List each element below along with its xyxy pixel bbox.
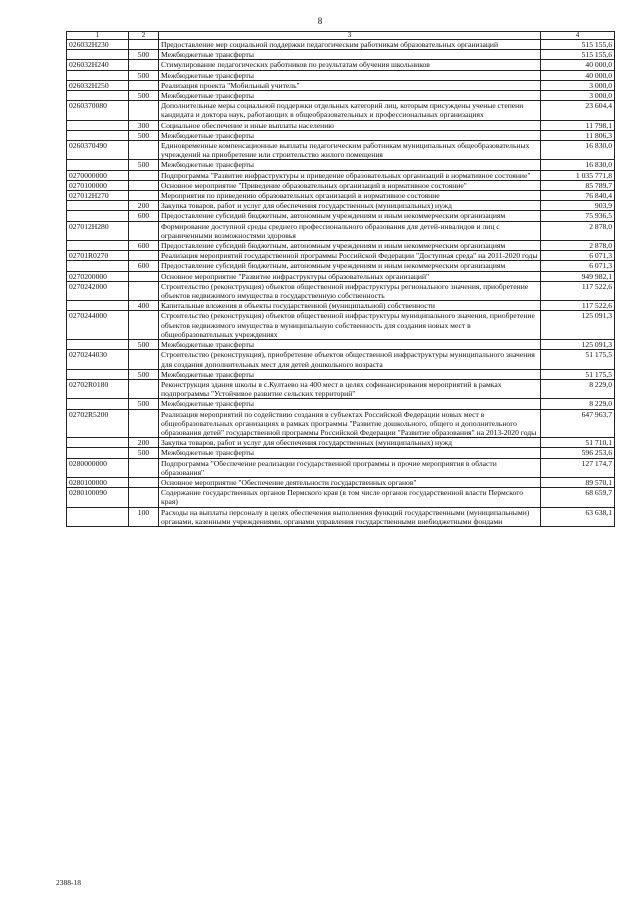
- row-name: Межбюджетные трансферты: [159, 160, 541, 170]
- row-amount: 3 000,0: [541, 91, 615, 101]
- row-name: Стимулирование педагогических работников по результатам обучения школьников: [159, 60, 541, 70]
- row-amount: 6 071,3: [541, 261, 615, 271]
- row-name: Межбюджетные трансферты: [159, 399, 541, 409]
- row-amount: 6 071,3: [541, 251, 615, 261]
- table-row: [67, 488, 615, 507]
- row-code: [67, 369, 129, 379]
- row-name: Реализация проекта "Мобильный учитель": [159, 80, 541, 90]
- table-row: [67, 241, 615, 251]
- row-expense-type: [129, 141, 159, 160]
- row-expense-type: 500: [129, 50, 159, 60]
- row-amount: 127 174,7: [541, 458, 615, 477]
- row-amount: 3 000,0: [541, 80, 615, 90]
- row-amount: 85 789,7: [541, 180, 615, 190]
- row-amount: 515 155,6: [541, 50, 615, 60]
- row-name: Основное мероприятие "Приведение образовательных организаций в нормативное состояние": [159, 180, 541, 190]
- table-row: [67, 60, 615, 70]
- row-name: Строительство (реконструкция) объектов общественной инфраструктуры муниципального значения, приобретение объектов недвижимого имущества в муниципальную собственность для создания новых мест в общеобразовательных учреждениях: [159, 311, 541, 340]
- table-row: [67, 160, 615, 170]
- row-code: 027012Н270: [67, 191, 129, 201]
- row-amount: 16 830,0: [541, 141, 615, 160]
- row-amount: 647 963,7: [541, 409, 615, 438]
- row-code: [67, 50, 129, 60]
- row-expense-type: [129, 488, 159, 507]
- row-amount: 125 091,3: [541, 311, 615, 340]
- page-number: 8: [317, 16, 323, 26]
- row-expense-type: 600: [129, 211, 159, 221]
- table-row: [67, 350, 615, 369]
- table-row: [67, 409, 615, 438]
- row-expense-type: [129, 170, 159, 180]
- row-name: Содержание государственных органов Пермского края (в том числе органов государственной власти Пермского края): [159, 488, 541, 507]
- row-code: 0280000000: [67, 458, 129, 477]
- row-name: Основное мероприятие "Обеспечение деятельности государственных органов": [159, 477, 541, 487]
- row-name: Межбюджетные трансферты: [159, 91, 541, 101]
- row-code: 0270000000: [67, 170, 129, 180]
- row-code: [67, 507, 129, 526]
- row-amount: 68 659,7: [541, 488, 615, 507]
- row-name: Подпрограмма "Развитие инфраструктуры и приведение образовательных организаций в нормативное состояние": [159, 170, 541, 180]
- row-expense-type: [129, 80, 159, 90]
- table-row: [67, 191, 615, 201]
- table-row: [67, 170, 615, 180]
- row-amount: 125 091,3: [541, 340, 615, 350]
- row-amount: 51 175,5: [541, 369, 615, 379]
- row-code: [67, 91, 129, 101]
- row-code: 0260370490: [67, 141, 129, 160]
- table-header-row: [67, 32, 615, 40]
- table-row: [67, 141, 615, 160]
- row-amount: 23 604,4: [541, 101, 615, 120]
- row-code: 026032Н240: [67, 60, 129, 70]
- row-expense-type: [129, 271, 159, 281]
- row-code: 0270100000: [67, 180, 129, 190]
- table-row: [67, 40, 615, 50]
- header-col-3: 3: [159, 32, 541, 40]
- row-code: 0270244000: [67, 311, 129, 340]
- row-expense-type: [129, 251, 159, 261]
- table-row: [67, 70, 615, 80]
- row-name: Капитальные вложения в объекты государственной (муниципальной) собственности: [159, 301, 541, 311]
- row-code: [67, 261, 129, 271]
- row-code: [67, 130, 129, 140]
- row-expense-type: 500: [129, 160, 159, 170]
- table-row: [67, 180, 615, 190]
- row-expense-type: [129, 60, 159, 70]
- row-amount: 51 175,5: [541, 350, 615, 369]
- table-row: [67, 399, 615, 409]
- table-row: [67, 458, 615, 477]
- row-code: 02702R0180: [67, 379, 129, 398]
- table-row: [67, 221, 615, 240]
- row-expense-type: [129, 281, 159, 300]
- row-code: 0270200000: [67, 271, 129, 281]
- table-row: [67, 261, 615, 271]
- row-name: Межбюджетные трансферты: [159, 340, 541, 350]
- row-name: Предоставление мер социальной поддержки педагогическим работникам образовательных организаций: [159, 40, 541, 50]
- row-code: 0270242000: [67, 281, 129, 300]
- table-row: [67, 101, 615, 120]
- row-amount: 8 229,0: [541, 399, 615, 409]
- row-code: [67, 160, 129, 170]
- row-expense-type: 200: [129, 438, 159, 448]
- header-col-2: 2: [129, 32, 159, 40]
- row-expense-type: [129, 221, 159, 240]
- row-amount: 89 570,1: [541, 477, 615, 487]
- row-expense-type: [129, 409, 159, 438]
- row-name: Строительство (реконструкция), приобретение объектов общественной инфраструктуры муниципального значения для создания дополнительных мест для детей дошкольного возраста: [159, 350, 541, 369]
- row-expense-type: [129, 477, 159, 487]
- row-name: Реализация мероприятий по содействию создания в субъектах Российской Федерации новых мест в общеобразовательных организациях в рамках программы "Развитие дошкольного, общего и дополнительного образования детей" государственной программы Российской Федерации "Развитие образования" на 2013-2020 годы: [159, 409, 541, 438]
- row-expense-type: 600: [129, 241, 159, 251]
- row-name: Формирование доступной среды среднего профессионального образования для детей-инвалидов и лиц с ограниченными возможностями здоровья: [159, 221, 541, 240]
- table-row: [67, 301, 615, 311]
- row-expense-type: [129, 40, 159, 50]
- row-expense-type: [129, 379, 159, 398]
- table-row: [67, 271, 615, 281]
- row-amount: 2 878,0: [541, 221, 615, 240]
- row-code: 0280100000: [67, 477, 129, 487]
- row-code: 026032Н250: [67, 80, 129, 90]
- header-col-4: 4: [541, 32, 615, 40]
- row-expense-type: [129, 350, 159, 369]
- row-name: Закупка товаров, работ и услуг для обеспечения государственных (муниципальных) нужд: [159, 438, 541, 448]
- row-expense-type: [129, 191, 159, 201]
- row-name: Предоставление субсидий бюджетным, автономным учреждениям и иным некоммерческим организациям: [159, 261, 541, 271]
- row-name: Реализация мероприятий государственной программы Российской Федерации "Доступная среда" на 2011-2020 годы: [159, 251, 541, 261]
- table-row: [67, 91, 615, 101]
- row-code: 02701R0270: [67, 251, 129, 261]
- row-name: Единовременные компенсационные выплаты педагогическим работникам муниципальных общеобразовательных учреждений на приобретение или строительство жилого помещения: [159, 141, 541, 160]
- table-row: [67, 201, 615, 211]
- row-code: [67, 340, 129, 350]
- row-amount: 75 936,5: [541, 211, 615, 221]
- row-name: Межбюджетные трансферты: [159, 369, 541, 379]
- table-row: [67, 251, 615, 261]
- row-amount: 40 000,0: [541, 70, 615, 80]
- row-expense-type: 200: [129, 201, 159, 211]
- row-expense-type: 500: [129, 399, 159, 409]
- row-code: [67, 448, 129, 458]
- row-code: [67, 120, 129, 130]
- document-id: 2388-18: [56, 878, 81, 887]
- table-row: [67, 50, 615, 60]
- table-row: [67, 340, 615, 350]
- row-expense-type: [129, 458, 159, 477]
- row-expense-type: 500: [129, 448, 159, 458]
- row-code: [67, 70, 129, 80]
- row-name: Дополнительные меры социальной поддержки отдельных категорий лиц, которым присуждены ученые степени кандидата и доктора наук, работающих в общеобразовательных и профессиональных организациях: [159, 101, 541, 120]
- row-name: Межбюджетные трансферты: [159, 130, 541, 140]
- row-amount: 40 000,0: [541, 60, 615, 70]
- row-expense-type: 500: [129, 70, 159, 80]
- row-name: Межбюджетные трансферты: [159, 50, 541, 60]
- row-amount: 2 878,0: [541, 241, 615, 251]
- row-name: Мероприятия по приведению образовательных организаций в нормативное состояние: [159, 191, 541, 201]
- row-code: [67, 241, 129, 251]
- row-amount: 117 522,6: [541, 281, 615, 300]
- row-expense-type: 500: [129, 340, 159, 350]
- row-amount: 11 806,3: [541, 130, 615, 140]
- row-name: Предоставление субсидий бюджетным, автономным учреждениям и иным некоммерческим организациям: [159, 211, 541, 221]
- table-row: [67, 130, 615, 140]
- table-row: [67, 281, 615, 300]
- row-name: Расходы на выплаты персоналу в целях обеспечения выполнения функций государственными (муниципальными) органами, казенными учреждениями, органами управления государственными внебюджетными фондами: [159, 507, 541, 526]
- row-name: Межбюджетные трансферты: [159, 70, 541, 80]
- row-code: 02702R5200: [67, 409, 129, 438]
- row-amount: 8 229,0: [541, 379, 615, 398]
- row-amount: 117 522,6: [541, 301, 615, 311]
- table-row: [67, 369, 615, 379]
- table-row: [67, 311, 615, 340]
- row-amount: 63 638,1: [541, 507, 615, 526]
- row-name: Строительство (реконструкция) объектов общественной инфраструктуры регионального значения, приобретение объектов недвижимого имущества в государственную собственность: [159, 281, 541, 300]
- row-name: Основное мероприятие "Развитие инфраструктуры образовательных организаций": [159, 271, 541, 281]
- row-expense-type: 100: [129, 507, 159, 526]
- table-row: [67, 120, 615, 130]
- row-code: [67, 201, 129, 211]
- row-amount: 903,9: [541, 201, 615, 211]
- row-code: 0270244030: [67, 350, 129, 369]
- row-code: 026032Н230: [67, 40, 129, 50]
- row-name: Реконструкция здания школы в с.Култаево на 400 мест в целях софинансирования мероприятий в рамках подпрограммы "Устойчивое развитие сельских территорий": [159, 379, 541, 398]
- row-amount: 1 035 771,8: [541, 170, 615, 180]
- row-name: Подпрограмма "Обеспечение реализации государственной программы и прочие мероприятия в области образования": [159, 458, 541, 477]
- row-amount: 515 155,6: [541, 40, 615, 50]
- row-expense-type: 300: [129, 120, 159, 130]
- row-code: 027012Н280: [67, 221, 129, 240]
- row-code: [67, 211, 129, 221]
- row-name: Предоставление субсидий бюджетным, автономным учреждениям и иным некоммерческим организациям: [159, 241, 541, 251]
- row-amount: 51 710,1: [541, 438, 615, 448]
- row-name: Социальное обеспечение и иные выплаты населению: [159, 120, 541, 130]
- row-amount: 596 253,6: [541, 448, 615, 458]
- row-code: [67, 438, 129, 448]
- row-expense-type: 500: [129, 369, 159, 379]
- table-row: [67, 438, 615, 448]
- budget-table: [66, 31, 615, 527]
- row-expense-type: [129, 180, 159, 190]
- header-col-1: 1: [67, 32, 129, 40]
- row-expense-type: 500: [129, 91, 159, 101]
- row-amount: 949 982,1: [541, 271, 615, 281]
- table-row: [67, 507, 615, 526]
- table-row: [67, 477, 615, 487]
- row-amount: 76 840,4: [541, 191, 615, 201]
- row-expense-type: [129, 311, 159, 340]
- row-expense-type: 600: [129, 261, 159, 271]
- row-expense-type: 400: [129, 301, 159, 311]
- row-name: Межбюджетные трансферты: [159, 448, 541, 458]
- row-amount: 11 798,1: [541, 120, 615, 130]
- table-row: [67, 211, 615, 221]
- row-code: 0260370080: [67, 101, 129, 120]
- row-code: [67, 399, 129, 409]
- row-name: Закупка товаров, работ и услуг для обеспечения государственных (муниципальных) нужд: [159, 201, 541, 211]
- row-amount: 16 830,0: [541, 160, 615, 170]
- row-code: 0280100090: [67, 488, 129, 507]
- table-row: [67, 379, 615, 398]
- table-row: [67, 448, 615, 458]
- row-expense-type: 500: [129, 130, 159, 140]
- row-expense-type: [129, 101, 159, 120]
- row-code: [67, 301, 129, 311]
- table-row: [67, 80, 615, 90]
